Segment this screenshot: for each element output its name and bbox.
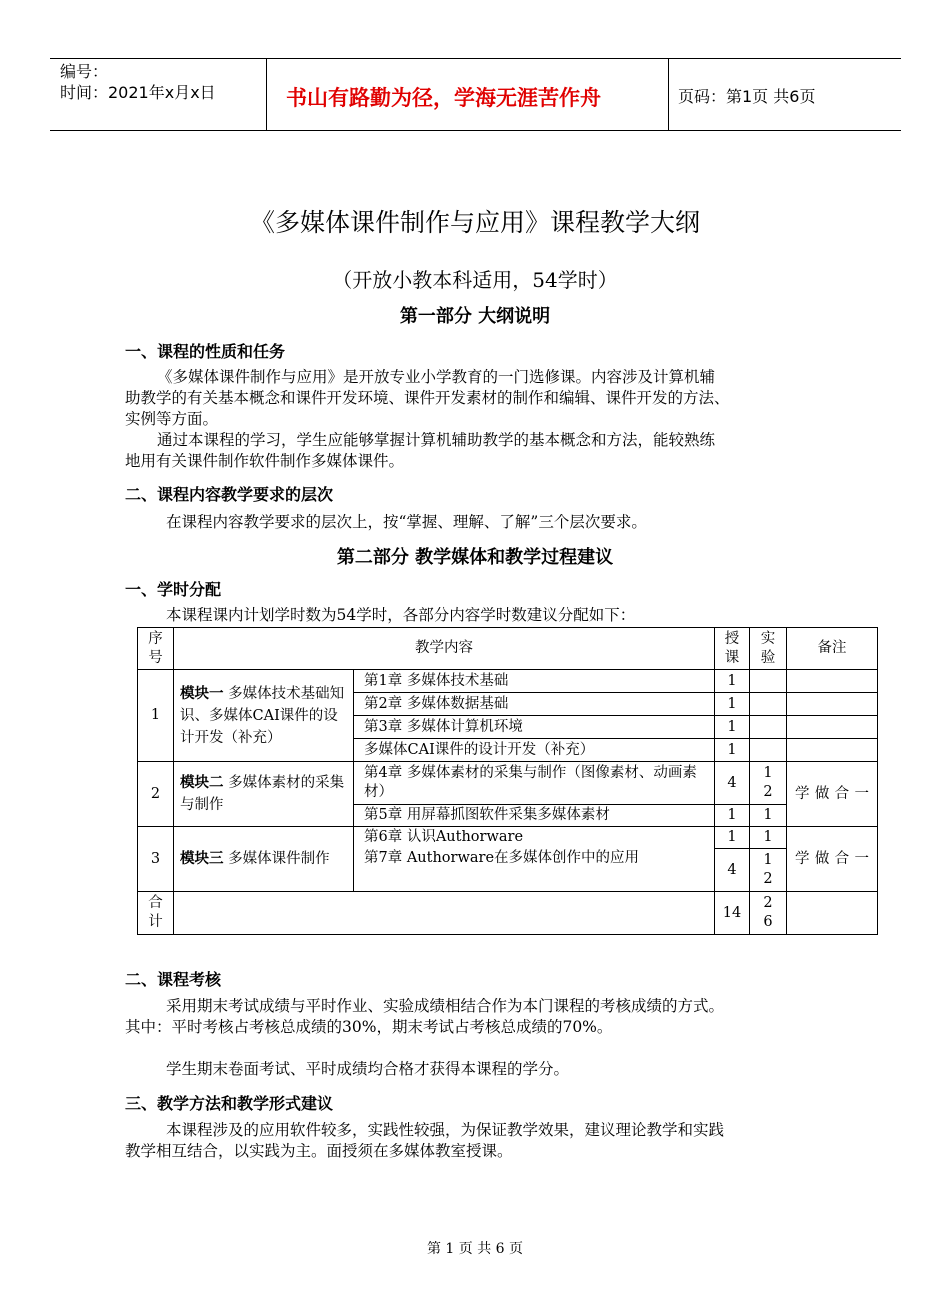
module-1-chapter-1-lab — [750, 670, 787, 693]
header-bottom-rule — [50, 130, 901, 131]
part2-section-2-para-2: 学生期末卷面考试、平时成绩均合格才获得本课程的学分。 — [166, 1060, 570, 1078]
module-3-chapter-6-lecture: 1 — [715, 827, 750, 849]
total-label: 合 计 — [138, 892, 174, 935]
header-time-label: 时间：2021年x月x日 — [60, 83, 216, 102]
module-1-name: 模块一 多媒体技术基础知识、多媒体CAI课件的设计开发（补充） — [174, 670, 354, 762]
section-2-para: 在课程内容教学要求的层次上，按“掌握、理解、了解”三个层次要求。 — [166, 513, 647, 531]
header-cell-no: 序 号 — [138, 628, 174, 670]
module-1-chapter-2-lab — [750, 693, 787, 716]
part2-section-3-para-line-1: 本课程涉及的应用软件较多，实践性较强，为保证教学效果，建议理论教学和实践 — [166, 1121, 725, 1139]
doc-title: 《多媒体课件制作与应用》课程教学大纲 — [249, 208, 700, 237]
module-2-remark: 学做合一 — [787, 762, 878, 827]
section-2-heading: 二、课程内容教学要求的层次 — [125, 485, 334, 504]
module-3-chapter-7-lab: 1 2 — [750, 849, 787, 892]
module-1-chapter-3-remark — [787, 716, 878, 739]
module-1-no: 1 — [138, 670, 174, 762]
module-1-chapter-3-lab — [750, 716, 787, 739]
module-1-supplement-lab — [750, 739, 787, 762]
page-footer: 第 1 页 共 6 页 — [426, 1241, 524, 1257]
module-1-chapter-3-lecture: 1 — [715, 716, 750, 739]
part1-title: 第一部分 大纲说明 — [399, 306, 551, 327]
part2-section-1-intro: 本课程课内计划学时数为54学时，各部分内容学时数建议分配如下： — [166, 606, 636, 624]
section-1-para-1-line-2: 助教学的有关基本概念和课件开发环境、课件开发素材的制作和编辑、课件开发的方法、 — [125, 389, 730, 407]
part2-section-2-para-1-line-1: 采用期末考试成绩与平时作业、实验成绩相结合作为本门课程的考核成绩的方式。 — [166, 997, 725, 1015]
part2-section-2-heading: 二、课程考核 — [125, 970, 222, 989]
module-3-name: 模块三 多媒体课件制作 — [174, 827, 354, 892]
header-divider-right — [668, 58, 669, 130]
section-1-para-2-line-2: 地用有关课件制作软件制作多媒体课件。 — [125, 452, 405, 470]
module-2-chapter-4-lecture: 4 — [715, 762, 750, 805]
module-2-no: 2 — [138, 762, 174, 827]
module-3-chapter-6: 第6章 认识Authorware — [354, 827, 715, 849]
header-cell-lab: 实 验 — [750, 628, 787, 670]
module-1-chapter-2-remark — [787, 693, 878, 716]
module-2-chapter-5-lecture: 1 — [715, 805, 750, 827]
table-row — [138, 827, 878, 849]
hours-allocation-table — [137, 627, 878, 935]
header-number-label: 编号： — [60, 62, 109, 81]
module-1-supplement-lecture: 1 — [715, 739, 750, 762]
total-lab: 2 6 — [750, 892, 787, 935]
module-2-chapter-4-lab: 1 2 — [750, 762, 787, 805]
header-motto: 书山有路勤为径，学海无涯苦作舟 — [286, 86, 601, 110]
header-cell-lecture: 授 课 — [715, 628, 750, 670]
module-3-chapter-6-lab: 1 — [750, 827, 787, 849]
table-row — [138, 762, 878, 805]
header-page-info: 页码：第1页 共6页 — [678, 87, 816, 106]
part2-section-3-para-line-2: 教学相互结合，以实践为主。面授须在多媒体教室授课。 — [125, 1142, 513, 1160]
total-lecture: 14 — [715, 892, 750, 935]
table-row — [138, 670, 878, 693]
doc-subtitle: （开放小教本科适用，54学时） — [332, 268, 618, 292]
module-1-supplement-remark — [787, 739, 878, 762]
module-3-remark: 学做合一 — [787, 827, 878, 892]
part2-section-3-heading: 三、教学方法和教学形式建议 — [125, 1094, 334, 1113]
module-2-name: 模块二 多媒体素材的采集与制作 — [174, 762, 354, 827]
module-2-chapter-4: 第4章 多媒体素材的采集与制作（图像素材、动画素材） — [354, 762, 715, 805]
module-2-chapter-5: 第5章 用屏幕抓图软件采集多媒体素材 — [354, 805, 715, 827]
module-1-chapter-1-remark — [787, 670, 878, 693]
module-3-chapter-7-lecture: 4 — [715, 849, 750, 892]
section-1-para-2-line-1: 通过本课程的学习，学生应能够掌握计算机辅助教学的基本概念和方法，能较熟练 — [157, 431, 716, 449]
header-top-rule — [50, 58, 901, 59]
module-3-no: 3 — [138, 827, 174, 892]
module-1-chapter-2: 第2章 多媒体数据基础 — [354, 693, 715, 716]
module-3-chapter-7: 第7章 Authorware在多媒体创作中的应用 — [354, 849, 715, 892]
table-header-row — [138, 628, 878, 670]
section-1-para-1-line-1: 《多媒体课件制作与应用》是开放专业小学教育的一门选修课。内容涉及计算机辅 — [157, 368, 716, 386]
module-1-supplement: 多媒体CAI课件的设计开发（补充） — [354, 739, 715, 762]
module-1-chapter-3: 第3章 多媒体计算机环境 — [354, 716, 715, 739]
section-1-heading: 一、课程的性质和任务 — [125, 342, 286, 361]
header-cell-content: 教学内容 — [174, 628, 715, 670]
part2-section-2-para-1-line-2: 其中：平时考核占考核总成绩的30%，期末考试占考核总成绩的70%。 — [125, 1018, 613, 1036]
part2-title: 第二部分 教学媒体和教学过程建议 — [336, 547, 614, 568]
header-divider-left — [266, 58, 267, 130]
table-total-row — [138, 892, 878, 935]
part2-section-1-heading: 一、学时分配 — [125, 580, 222, 599]
total-content — [174, 892, 715, 935]
section-1-para-1-line-3: 实例等方面。 — [125, 410, 219, 428]
module-2-chapter-5-lab: 1 — [750, 805, 787, 827]
module-1-chapter-1: 第1章 多媒体技术基础 — [354, 670, 715, 693]
module-1-chapter-1-lecture: 1 — [715, 670, 750, 693]
module-1-chapter-2-lecture: 1 — [715, 693, 750, 716]
header-cell-remark: 备注 — [787, 628, 878, 670]
total-remark — [787, 892, 878, 935]
